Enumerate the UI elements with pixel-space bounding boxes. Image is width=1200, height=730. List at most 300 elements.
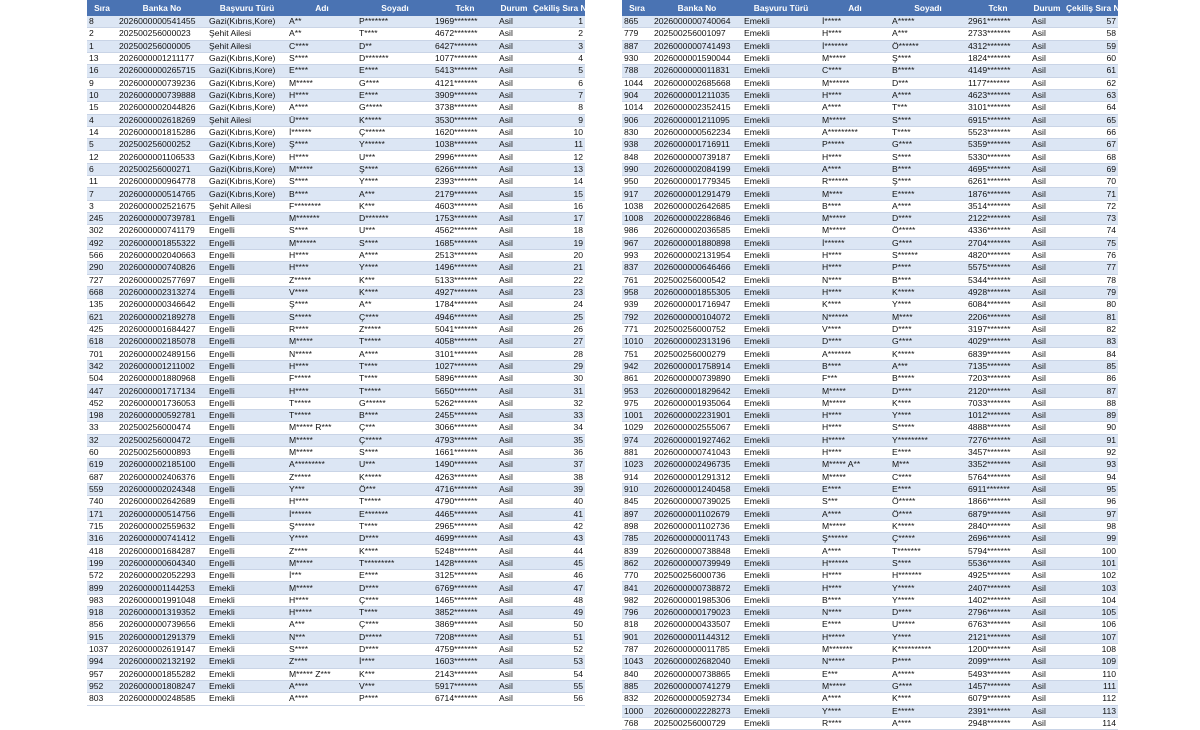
col-soyadi: Ç**** <box>357 311 433 323</box>
col-sira: 952 <box>87 680 117 692</box>
col-sira: 974 <box>622 434 652 446</box>
col-durum: Asil <box>497 89 531 101</box>
col-sira: 856 <box>87 619 117 631</box>
col-cekilis-sira-no: 69 <box>1064 163 1118 175</box>
col-cekilis-sira-no: 37 <box>531 459 585 471</box>
col-soyadi: K**** <box>890 397 966 409</box>
table-row <box>87 89 585 101</box>
table-body <box>622 16 1118 730</box>
col-soyadi: S**** <box>357 237 433 249</box>
col-adi: T***** <box>287 410 357 422</box>
col-tckn: 5896******* <box>433 373 497 385</box>
table-row <box>87 397 585 409</box>
col-adi: Y*** <box>287 483 357 495</box>
col-sira: 865 <box>622 16 652 28</box>
col-cekilis-sira-no: 33 <box>531 410 585 422</box>
col-sira: 492 <box>87 237 117 249</box>
table-row <box>622 471 1118 483</box>
col-adi: H**** <box>287 151 357 163</box>
col-sira: 845 <box>622 496 652 508</box>
col-banka-no: 2026000002185100 <box>117 459 207 471</box>
col-durum: Asil <box>497 656 531 668</box>
col-banka-no: 2026000000739025 <box>652 496 742 508</box>
col-basvuru-turu: Emekli <box>742 249 820 261</box>
col-adi: M***** Z*** <box>287 668 357 680</box>
table-row <box>622 594 1118 606</box>
col-banka-no: 2026000000541455 <box>117 16 207 28</box>
table-row <box>622 360 1118 372</box>
col-adi: M***** <box>287 163 357 175</box>
col-adi: A**** <box>820 163 890 175</box>
col-tckn: 1200******* <box>966 643 1030 655</box>
col-banka-no: 2026000001291479 <box>652 188 742 200</box>
col-sira: 751 <box>622 348 652 360</box>
col-durum: Asil <box>497 65 531 77</box>
col-tckn: 5413******* <box>433 65 497 77</box>
col-banka-no: 2026000001102736 <box>652 520 742 532</box>
col-tckn: 7208******* <box>433 631 497 643</box>
col-banka-no: 2026000001829642 <box>652 385 742 397</box>
col-basvuru-turu: Emekli <box>742 410 820 422</box>
col-banka-no: 2026000001880898 <box>652 237 742 249</box>
col-basvuru-turu: Emekli <box>742 446 820 458</box>
col-sira: 8 <box>87 16 117 28</box>
table-row <box>622 520 1118 532</box>
table-row <box>87 373 585 385</box>
col-basvuru-turu: Emekli <box>742 570 820 582</box>
col-tckn: 4121******* <box>433 77 497 89</box>
col-cekilis-sira-no: 8 <box>531 102 585 114</box>
col-basvuru-turu: Emekli <box>742 693 820 705</box>
col-adi: A**** <box>287 102 357 114</box>
table-row <box>87 446 585 458</box>
col-adi: S***** <box>287 311 357 323</box>
col-tckn: 2696******* <box>966 533 1030 545</box>
col-soyadi: K*** <box>357 668 433 680</box>
col-sira: 13 <box>87 52 117 64</box>
col-adi: H***** <box>287 607 357 619</box>
table-row <box>622 262 1118 274</box>
col-cekilis-sira-no: 7 <box>531 89 585 101</box>
col-cekilis-sira-no: 58 <box>1064 28 1118 40</box>
col-banka-no: 2026000000739187 <box>652 151 742 163</box>
col-cekilis-sira-no: 31 <box>531 385 585 397</box>
col-tckn: 1465******* <box>433 594 497 606</box>
col-durum: Asil <box>1030 410 1064 422</box>
col-adi: Ş****** <box>820 533 890 545</box>
col-adi: A**** <box>287 693 357 705</box>
col-adi: S**** <box>287 225 357 237</box>
col-basvuru-turu: Emekli <box>207 594 287 606</box>
col-cekilis-sira-no: 109 <box>1064 656 1118 668</box>
col-tckn: 4672******* <box>433 28 497 40</box>
col-banka-no: 2026000002040663 <box>117 249 207 261</box>
col-banka-no: 202500256000023 <box>117 28 207 40</box>
col-basvuru-turu: Engelli <box>207 360 287 372</box>
col-banka-no: 2026000001590044 <box>652 52 742 64</box>
table-row <box>87 114 585 126</box>
col-tckn: 4928******* <box>966 286 1030 298</box>
col-banka-no: 202500256000252 <box>117 139 207 151</box>
col-banka-no: 2026000000265715 <box>117 65 207 77</box>
col-adi: S**** <box>287 176 357 188</box>
col-basvuru-turu: Gazi(Kıbrıs,Kore) <box>207 163 287 175</box>
col-basvuru-turu: Engelli <box>207 545 287 557</box>
col-durum: Asil <box>497 262 531 274</box>
col-cekilis-sira-no: 22 <box>531 274 585 286</box>
col-basvuru-turu: Emekli <box>742 89 820 101</box>
col-adi: Ş****** <box>287 520 357 532</box>
col-durum: Asil <box>497 286 531 298</box>
col-durum: Asil <box>497 619 531 631</box>
col-cekilis-sira-no: 42 <box>531 520 585 532</box>
col-adi: H**** <box>287 89 357 101</box>
col-tckn: 2796******* <box>966 607 1030 619</box>
col-adi: H**** <box>287 262 357 274</box>
col-adi: H**** <box>287 249 357 261</box>
col-adi: S**** <box>287 52 357 64</box>
col-adi: V**** <box>820 323 890 335</box>
table-row <box>622 52 1118 64</box>
col-basvuru-turu: Emekli <box>742 471 820 483</box>
col-basvuru-turu: Emekli <box>742 77 820 89</box>
table-row <box>622 459 1118 471</box>
col-soyadi: V*** <box>357 680 433 692</box>
col-basvuru-turu: Emekli <box>742 52 820 64</box>
table-row <box>87 40 585 52</box>
table-row <box>87 422 585 434</box>
col-sira: 7 <box>87 188 117 200</box>
col-adi: M******* <box>287 213 357 225</box>
col-soyadi: B**** <box>357 410 433 422</box>
col-adi: B**** <box>820 360 890 372</box>
col-durum: Asil <box>1030 77 1064 89</box>
col-banka-no: 2026000002231901 <box>652 410 742 422</box>
col-soyadi: Y****** <box>357 139 433 151</box>
col-durum: Asil <box>1030 545 1064 557</box>
table-row <box>87 176 585 188</box>
col-adi: İ****** <box>287 508 357 520</box>
col-soyadi: Y**** <box>890 299 966 311</box>
col-soyadi: T**** <box>357 373 433 385</box>
col-banka-no: 2026000000179023 <box>652 607 742 619</box>
col-soyadi: Ö**** <box>890 508 966 520</box>
col-basvuru-turu: Emekli <box>742 422 820 434</box>
table-row <box>622 28 1118 40</box>
col-soyadi: Ç***** <box>890 533 966 545</box>
col-adi: H**** <box>820 262 890 274</box>
col-cekilis-sira-no: 56 <box>531 693 585 705</box>
col-soyadi: Ö***** <box>890 225 966 237</box>
col-tckn: 3909******* <box>433 89 497 101</box>
col-soyadi: B***** <box>890 65 966 77</box>
col-cekilis-sira-no: 13 <box>531 163 585 175</box>
col-durum: Asil <box>1030 163 1064 175</box>
col-adi: H**** <box>287 360 357 372</box>
col-basvuru-turu: Engelli <box>207 397 287 409</box>
col-soyadi: K********** <box>890 643 966 655</box>
col-soyadi: T***** <box>357 336 433 348</box>
lottery-table-left <box>87 0 592 706</box>
col-soyadi: P******* <box>357 16 433 28</box>
col-tckn: 2948******* <box>966 717 1030 729</box>
table-row <box>87 656 585 668</box>
col-durum: Asil <box>1030 336 1064 348</box>
col-banka-no: 202500256000752 <box>652 323 742 335</box>
col-cekilis-sira-no: 72 <box>1064 200 1118 212</box>
col-banka-no: 2026000000011785 <box>652 643 742 655</box>
col-sira: 290 <box>87 262 117 274</box>
col-cekilis-sira-no: 105 <box>1064 607 1118 619</box>
col-sira: 6 <box>87 163 117 175</box>
header-col-cekilis-sira-no: Çekiliş Sıra No <box>1064 0 1118 16</box>
col-basvuru-turu: Emekli <box>742 126 820 138</box>
col-adi: M***** <box>820 114 890 126</box>
table-header-row <box>87 0 585 16</box>
col-sira: 771 <box>622 323 652 335</box>
col-adi: H**** <box>820 28 890 40</box>
col-cekilis-sira-no: 39 <box>531 483 585 495</box>
col-sira: 830 <box>622 126 652 138</box>
col-soyadi: Ş**** <box>890 176 966 188</box>
header-col-adi: Adı <box>820 0 890 16</box>
col-tckn: 7033******* <box>966 397 1030 409</box>
col-durum: Asil <box>497 16 531 28</box>
table-row <box>87 299 585 311</box>
col-basvuru-turu: Engelli <box>207 249 287 261</box>
col-basvuru-turu: Engelli <box>207 336 287 348</box>
col-soyadi: E******* <box>357 508 433 520</box>
col-soyadi: E**** <box>890 446 966 458</box>
col-tckn: 4029******* <box>966 336 1030 348</box>
col-durum: Asil <box>1030 40 1064 52</box>
table-row <box>622 397 1118 409</box>
col-tckn: 5794******* <box>966 545 1030 557</box>
col-banka-no: 2026000000741412 <box>117 533 207 545</box>
col-tckn: 5764******* <box>966 471 1030 483</box>
col-soyadi: T**** <box>357 607 433 619</box>
col-tckn: 4695******* <box>966 163 1030 175</box>
col-basvuru-turu: Gazi(Kıbrıs,Kore) <box>207 151 287 163</box>
col-tckn: 6084******* <box>966 299 1030 311</box>
col-adi: M***** <box>820 385 890 397</box>
col-banka-no: 202500256001097 <box>652 28 742 40</box>
col-cekilis-sira-no: 113 <box>1064 705 1118 717</box>
table-row <box>622 607 1118 619</box>
col-sira: 785 <box>622 533 652 545</box>
table-row <box>622 643 1118 655</box>
table-row <box>622 336 1118 348</box>
col-durum: Asil <box>497 163 531 175</box>
col-basvuru-turu: Engelli <box>207 299 287 311</box>
table-row <box>622 422 1118 434</box>
col-banka-no: 202500256000271 <box>117 163 207 175</box>
col-tckn: 2179******* <box>433 188 497 200</box>
col-cekilis-sira-no: 29 <box>531 360 585 372</box>
col-adi: Ü**** <box>287 114 357 126</box>
col-cekilis-sira-no: 49 <box>531 607 585 619</box>
col-tckn: 6911******* <box>966 483 1030 495</box>
col-cekilis-sira-no: 84 <box>1064 348 1118 360</box>
col-durum: Asil <box>1030 102 1064 114</box>
col-cekilis-sira-no: 114 <box>1064 717 1118 729</box>
col-cekilis-sira-no: 85 <box>1064 360 1118 372</box>
col-durum: Asil <box>497 114 531 126</box>
table-row <box>87 323 585 335</box>
col-sira: 768 <box>622 717 652 729</box>
col-basvuru-turu: Emekli <box>742 508 820 520</box>
col-banka-no: 2026000002044826 <box>117 102 207 114</box>
table-row <box>622 213 1118 225</box>
col-tckn: 4263******* <box>433 471 497 483</box>
col-tckn: 1428******* <box>433 557 497 569</box>
col-cekilis-sira-no: 106 <box>1064 619 1118 631</box>
table-row <box>87 385 585 397</box>
col-sira: 418 <box>87 545 117 557</box>
col-tckn: 5330******* <box>966 151 1030 163</box>
col-sira: 986 <box>622 225 652 237</box>
col-cekilis-sira-no: 68 <box>1064 151 1118 163</box>
col-soyadi: D******* <box>357 52 433 64</box>
col-tckn: 6714******* <box>433 693 497 705</box>
table-row <box>622 163 1118 175</box>
col-adi: İ******* <box>820 40 890 52</box>
col-cekilis-sira-no: 51 <box>531 631 585 643</box>
col-tckn: 6079******* <box>966 693 1030 705</box>
col-basvuru-turu: Emekli <box>742 619 820 631</box>
col-basvuru-turu: Emekli <box>742 237 820 249</box>
col-soyadi: G**** <box>357 77 433 89</box>
col-basvuru-turu: Engelli <box>207 483 287 495</box>
col-sira: 135 <box>87 299 117 311</box>
col-banka-no: 2026000000738872 <box>652 582 742 594</box>
col-banka-no: 2026000002619147 <box>117 643 207 655</box>
col-tckn: 2393******* <box>433 176 497 188</box>
col-cekilis-sira-no: 2 <box>531 28 585 40</box>
col-cekilis-sira-no: 14 <box>531 176 585 188</box>
col-durum: Asil <box>497 52 531 64</box>
col-sira: 993 <box>622 249 652 261</box>
col-tckn: 7203******* <box>966 373 1030 385</box>
col-adi: M**** <box>820 188 890 200</box>
col-tckn: 5575******* <box>966 262 1030 274</box>
col-basvuru-turu: Emekli <box>207 631 287 643</box>
col-tckn: 4793******* <box>433 434 497 446</box>
col-cekilis-sira-no: 3 <box>531 40 585 52</box>
col-banka-no: 2026000002642689 <box>117 496 207 508</box>
col-sira: 840 <box>622 668 652 680</box>
col-durum: Asil <box>1030 483 1064 495</box>
col-sira: 939 <box>622 299 652 311</box>
table-row <box>622 582 1118 594</box>
table-row <box>622 434 1118 446</box>
col-sira: 983 <box>87 594 117 606</box>
col-soyadi: D**** <box>357 582 433 594</box>
table-row <box>87 459 585 471</box>
col-basvuru-turu: Gazi(Kıbrıs,Kore) <box>207 126 287 138</box>
col-adi: A**** <box>820 693 890 705</box>
header-col-durum: Durum <box>497 0 531 16</box>
col-cekilis-sira-no: 59 <box>1064 40 1118 52</box>
col-basvuru-turu: Emekli <box>207 643 287 655</box>
col-durum: Asil <box>1030 533 1064 545</box>
col-sira: 837 <box>622 262 652 274</box>
col-cekilis-sira-no: 67 <box>1064 139 1118 151</box>
col-durum: Asil <box>1030 717 1064 729</box>
col-sira: 839 <box>622 545 652 557</box>
table-row <box>87 249 585 261</box>
col-banka-no: 2026000001736053 <box>117 397 207 409</box>
col-soyadi: G**** <box>890 336 966 348</box>
col-soyadi: Y**** <box>890 410 966 422</box>
col-adi: T***** <box>287 397 357 409</box>
col-tckn: 7135******* <box>966 360 1030 372</box>
col-soyadi: T********* <box>357 557 433 569</box>
col-tckn: 6427******* <box>433 40 497 52</box>
col-soyadi: B**** <box>890 163 966 175</box>
col-adi: M******* <box>820 643 890 655</box>
col-durum: Asil <box>497 360 531 372</box>
table-row <box>622 40 1118 52</box>
col-banka-no: 2026000000739888 <box>117 89 207 101</box>
table-row <box>87 471 585 483</box>
col-banka-no: 2026000001211095 <box>652 114 742 126</box>
col-soyadi: P**** <box>357 693 433 705</box>
col-sira: 452 <box>87 397 117 409</box>
col-adi: M***** A** <box>820 459 890 471</box>
col-adi: Y**** <box>820 705 890 717</box>
col-durum: Asil <box>1030 237 1064 249</box>
col-tckn: 4623******* <box>966 89 1030 101</box>
col-tckn: 1038******* <box>433 139 497 151</box>
col-sira: 958 <box>622 286 652 298</box>
col-banka-no: 202500256000005 <box>117 40 207 52</box>
col-soyadi: K***** <box>357 114 433 126</box>
col-sira: 803 <box>87 693 117 705</box>
col-cekilis-sira-no: 108 <box>1064 643 1118 655</box>
col-soyadi: İ**** <box>357 656 433 668</box>
col-tckn: 2120******* <box>966 385 1030 397</box>
col-basvuru-turu: Emekli <box>742 188 820 200</box>
col-adi: M***** R*** <box>287 422 357 434</box>
col-basvuru-turu: Gazi(Kıbrıs,Kore) <box>207 65 287 77</box>
col-durum: Asil <box>1030 594 1064 606</box>
col-soyadi: K**** <box>357 286 433 298</box>
col-banka-no: 2026000002352415 <box>652 102 742 114</box>
col-tckn: 1177******* <box>966 77 1030 89</box>
col-banka-no: 2026000000964778 <box>117 176 207 188</box>
col-soyadi: S***** <box>890 422 966 434</box>
col-soyadi: T***** <box>357 496 433 508</box>
col-sira: 914 <box>622 471 652 483</box>
table-row <box>622 176 1118 188</box>
table-row <box>87 237 585 249</box>
col-banka-no: 2026000002084199 <box>652 163 742 175</box>
col-adi: A******* <box>820 348 890 360</box>
col-sira: 897 <box>622 508 652 520</box>
table-row <box>87 286 585 298</box>
col-soyadi: A**** <box>890 717 966 729</box>
col-sira: 918 <box>87 607 117 619</box>
col-soyadi: G****** <box>357 397 433 409</box>
col-tckn: 4603******* <box>433 200 497 212</box>
col-banka-no: 2026000001927462 <box>652 434 742 446</box>
col-soyadi: Y**** <box>357 262 433 274</box>
table-row <box>87 434 585 446</box>
col-soyadi: K***** <box>890 348 966 360</box>
col-banka-no: 2026000002682040 <box>652 656 742 668</box>
col-sira: 904 <box>622 89 652 101</box>
